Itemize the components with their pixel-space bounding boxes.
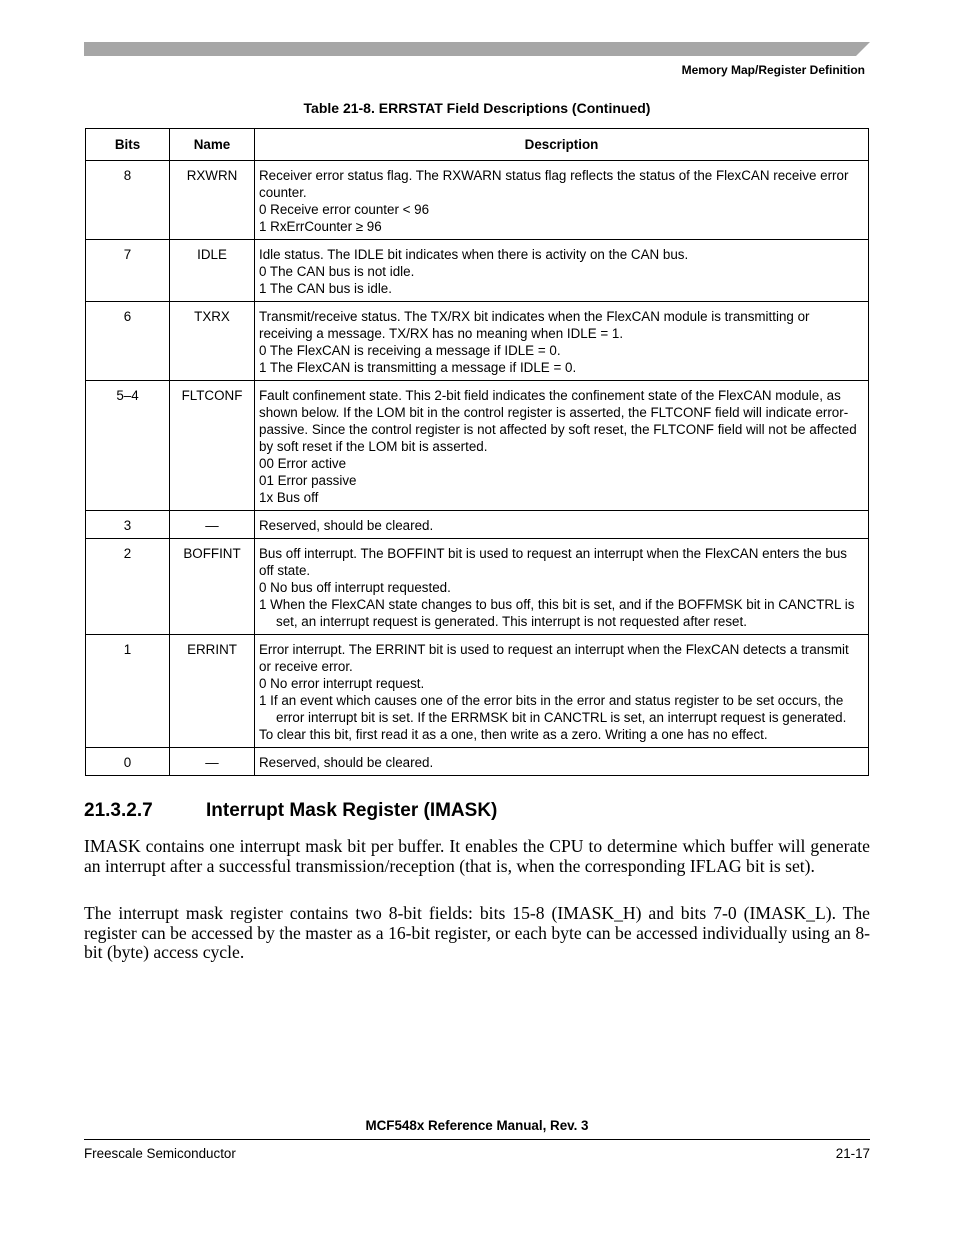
value-item: 1 If an event which causes one of the error bits in the error and status register to be set occurs, the error interrupt bit is set. If the ERRMSK bit in CANCTRL is set, an interrupt request is generated.: [259, 693, 847, 725]
cell-bits: 1: [86, 635, 170, 748]
value-item: 0 No error interrupt request.: [259, 676, 425, 691]
description-text: Error interrupt. The ERRINT bit is used to request an interrupt when the FlexCAN detects a transmit or receive error.: [259, 642, 849, 674]
body-paragraph: The interrupt mask register contains two 8-bit fields: bits 15-8 (IMASK_H) and bits 7-0 (IMASK_L). The register can be accessed by the master as a 16-bit register, or each byte can be accessed individually using an 8-bit (byte) access cycle.: [84, 903, 870, 962]
value-item: 0 No bus off interrupt requested.: [259, 580, 451, 595]
cell-description: [255, 161, 869, 240]
cell-description: [255, 635, 869, 748]
column-header-bits: Bits: [86, 129, 170, 161]
description-text: Reserved, should be cleared.: [259, 518, 434, 533]
cell-description: [255, 302, 869, 381]
footer-divider: [84, 1139, 870, 1140]
table-row: [86, 748, 869, 776]
description-text: Fault confinement state. This 2-bit field indicates the confinement state of the FlexCAN module, as shown below. If the LOM bit in the control register is asserted, the FLTCONF field will indicate error-passive. Since the control register is not affected by soft reset, the FLTCONF field will not be affected by soft reset if the LOM bit is asserted.: [259, 388, 857, 454]
cell-bits: 0: [86, 748, 170, 776]
cell-description: [255, 511, 869, 539]
body-paragraph: IMASK contains one interrupt mask bit per buffer. It enables the CPU to determine which buffer will generate an interrupt after a successful transmission/reception (that is, when the corresponding IFLAG bit is set).: [84, 836, 870, 876]
table-row: [86, 161, 869, 240]
cell-name: ERRINT: [170, 635, 255, 748]
section-title: Interrupt Mask Register (IMASK): [206, 800, 498, 821]
cell-name: —: [170, 748, 255, 776]
description-note: To clear this bit, first read it as a one, then write as a zero. Writing a one has no effect.: [259, 727, 768, 742]
cell-bits: 3: [86, 511, 170, 539]
footer-company: Freescale Semiconductor: [84, 1146, 236, 1161]
column-header-description: Description: [255, 129, 869, 161]
cell-name: BOFFINT: [170, 539, 255, 635]
table-row: [86, 635, 869, 748]
cell-name: TXRX: [170, 302, 255, 381]
cell-name: FLTCONF: [170, 381, 255, 511]
value-item: 0 The FlexCAN is receiving a message if IDLE = 0.: [259, 343, 561, 358]
cell-description: [255, 748, 869, 776]
cell-name: IDLE: [170, 240, 255, 302]
cell-description: [255, 539, 869, 635]
column-header-name: Name: [170, 129, 255, 161]
value-item: 00 Error active: [259, 456, 347, 471]
header-decorative-bar: [84, 42, 870, 56]
table-title: Table 21-8. ERRSTAT Field Descriptions (Continued): [303, 100, 651, 116]
table-row: [86, 240, 869, 302]
footer-manual-title: MCF548x Reference Manual, Rev. 3: [365, 1118, 589, 1133]
value-item: 1 The CAN bus is idle.: [259, 281, 392, 296]
cell-description: [255, 240, 869, 302]
value-item: 01 Error passive: [259, 473, 357, 488]
description-text: Transmit/receive status. The TX/RX bit indicates when the FlexCAN module is transmitting or receiving a message. TX/RX has no meaning when IDLE = 1.: [259, 309, 810, 341]
value-item: 1 The FlexCAN is transmitting a message if IDLE = 0.: [259, 360, 577, 375]
header-bar-shape: [84, 42, 870, 56]
section-heading: [84, 800, 497, 822]
cell-bits: 7: [86, 240, 170, 302]
cell-bits: 2: [86, 539, 170, 635]
value-item: 1x Bus off: [259, 490, 319, 505]
description-text: Bus off interrupt. The BOFFINT bit is used to request an interrupt when the FlexCAN enters the bus off state.: [259, 546, 847, 578]
footer-page-number: 21-17: [835, 1146, 870, 1161]
table-header-row: [86, 129, 869, 161]
table-row: [86, 381, 869, 511]
section-number: 21.3.2.7: [84, 800, 153, 821]
description-text: Receiver error status flag. The RXWARN status flag reflects the status of the FlexCAN receive error counter.: [259, 168, 849, 200]
value-item: 1 When the FlexCAN state changes to bus off, this bit is set, and if the BOFFMSK bit in CANCTRL is set, an interrupt request is generated. This interrupt is not requested after reset.: [259, 597, 855, 629]
description-text: Reserved, should be cleared.: [259, 755, 434, 770]
value-item: 1 RxErrCounter ≥ 96: [259, 219, 382, 234]
table-row: [86, 539, 869, 635]
table-row: [86, 302, 869, 381]
value-item: 0 Receive error counter < 96: [259, 202, 430, 217]
cell-description: [255, 381, 869, 511]
errstat-field-table: [85, 128, 869, 776]
cell-name: —: [170, 511, 255, 539]
description-text: Idle status. The IDLE bit indicates when there is activity on the CAN bus.: [259, 247, 689, 262]
value-item: 0 The CAN bus is not idle.: [259, 264, 415, 279]
running-header: Memory Map/Register Definition: [681, 63, 865, 77]
cell-bits: 8: [86, 161, 170, 240]
table-row: [86, 511, 869, 539]
cell-bits: 5–4: [86, 381, 170, 511]
cell-bits: 6: [86, 302, 170, 381]
cell-name: RXWRN: [170, 161, 255, 240]
